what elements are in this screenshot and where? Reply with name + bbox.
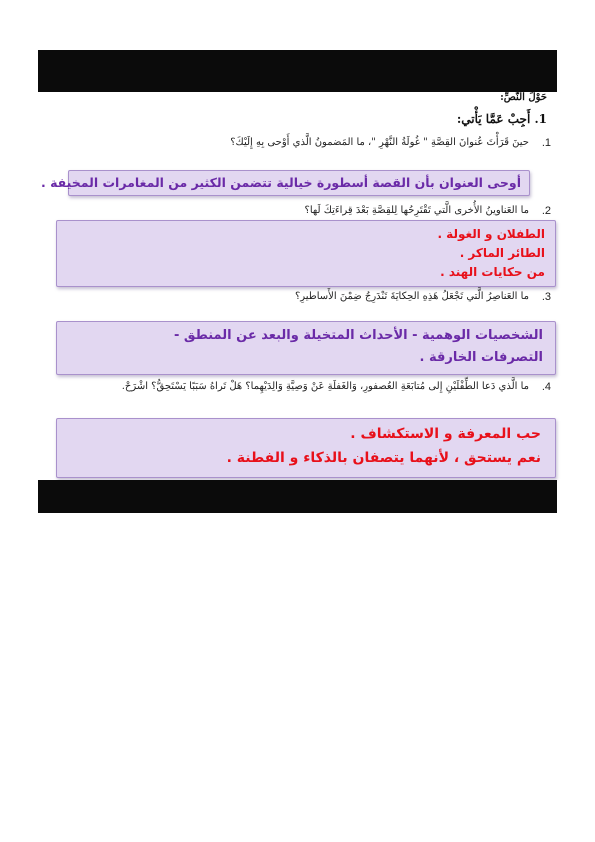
worksheet (38, 92, 557, 480)
question-text: حينَ قَرَأْتَ عُنوانَ القِصَّةِ " غُولَةُ النَّهْرِ "، ما المَضمونُ الَّذي أَوْحى بِهِ إِلَيْكَ؟ (230, 137, 529, 148)
answer-box-2 (56, 220, 556, 287)
question-1 (230, 137, 551, 149)
section-title: حَوْلَ النَّصِّ: (500, 92, 547, 103)
answer-3-line-2: التصرفات الخارقة . (419, 350, 543, 365)
bottom-redaction-bar (38, 480, 557, 513)
answer-2-line-1: الطفلان و الغولة . (437, 227, 545, 241)
question-number: 4. (541, 381, 551, 393)
top-redaction-bar (38, 50, 557, 92)
question-2 (304, 205, 551, 217)
answer-2-line-3: من حكايات الهند . (440, 265, 545, 279)
answer-4-line-2: نعم يستحق ، لأنهما يتصفان بالذكاء و الفطنة . (226, 450, 541, 466)
question-text: ما الَّذي دَعا الطِّفْلَيْنِ إِلى مُتابَعَةِ العُصفورِ، وَالغَفلَةِ عَنْ وَصِيَّةِ وَالِدَيْهِما؟ هَلْ تَراهُ سَبَبًا يَسْتَحِقُّ؟ اشْرَحْ. (121, 381, 529, 392)
answer-box-4 (56, 418, 556, 478)
task-heading: 1. أَجِبْ عَمَّا يَأْتي: (456, 112, 547, 126)
question-number: 3. (541, 291, 551, 303)
question-number: 2. (541, 205, 551, 217)
answer-box-1 (40, 170, 530, 196)
question-text: ما العَناوينُ الأُخرى الَّتي تَقْتَرِحُها لِلقِصَّةِ بَعْدَ قِراءَتِكَ لَها؟ (304, 205, 529, 216)
question-number: 1. (541, 137, 551, 149)
question-text: ما العَناصِرُ الَّتي تَجْعَلُ هَذِهِ الحِكايَةَ تَنْدَرِجُ ضِمْنَ الأَساطيرِ؟ (294, 291, 529, 302)
answer-3-line-1: الشخصيات الوهمية - الأحداث المتخيلة والبعد عن المنطق - (173, 328, 543, 343)
answer-box-3 (56, 321, 556, 375)
question-3 (294, 291, 551, 303)
answer-2-line-2: الطائر الماكر . (459, 246, 545, 260)
question-4 (69, 380, 551, 394)
answer-1-text: أوحى العنوان بأن القصة أسطورة خيالية تتضمن الكثير من المغامرات المخيفة . (40, 175, 521, 190)
answer-4-line-1: حب المعرفة و الاستكشاف . (350, 426, 541, 442)
